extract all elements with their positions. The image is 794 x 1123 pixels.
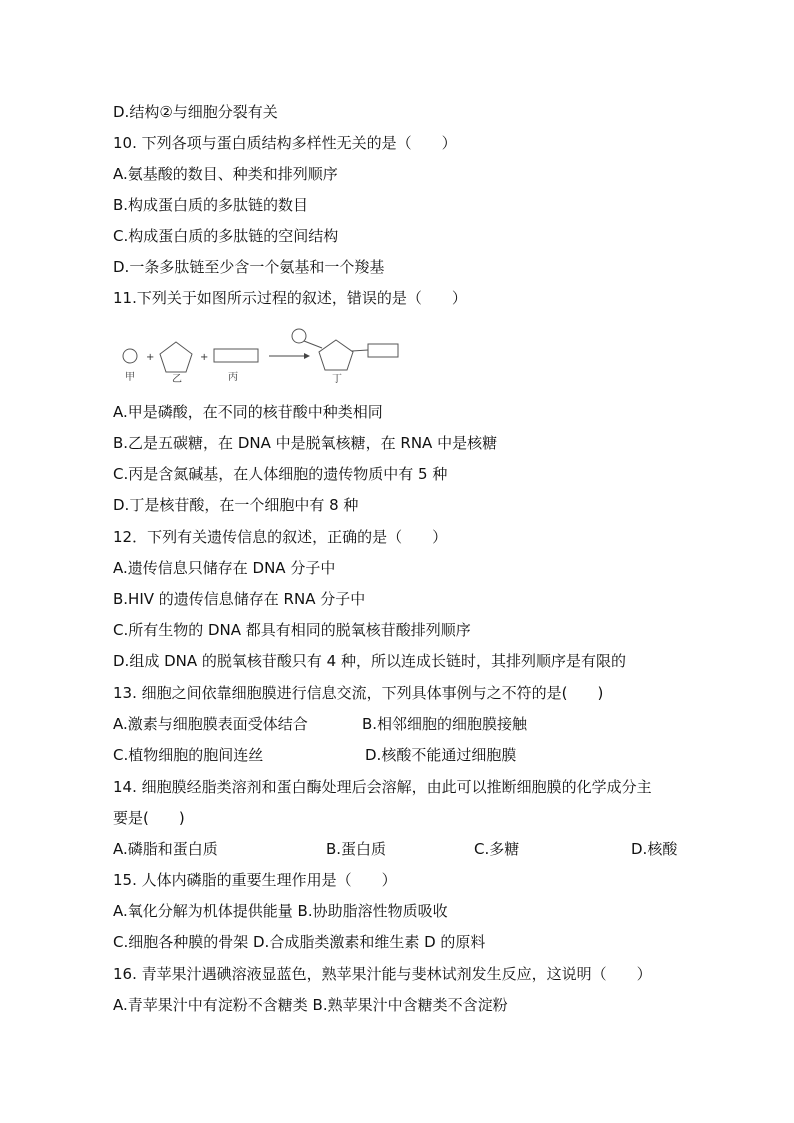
question-10-option-c: C.构成蛋白质的多肽链的空间结构 (113, 227, 339, 245)
product-phosphate-circle (292, 329, 306, 343)
label-yi: 乙 (172, 374, 182, 385)
question-14-option-b: B.蛋白质 (326, 840, 387, 858)
question-12-option-d: D.组成 DNA 的脱氧核苷酸只有 4 种，所以连成长链时，其排列顺序是有限的 (113, 652, 626, 670)
pentose-pentagon (160, 342, 192, 372)
label-ding: 丁 (332, 374, 342, 385)
question-13-option-c: C.植物细胞的胞间连丝 (113, 746, 264, 764)
question-14-option-a: A.磷脂和蛋白质 (113, 840, 218, 858)
question-14-stem-continued: 要是( ) (113, 809, 185, 827)
question-14-stem: 14. 细胞膜经脂类溶剂和蛋白酶处理后会溶解，由此可以推断细胞膜的化学成分主 (113, 778, 652, 796)
nucleotide-diagram (118, 324, 408, 386)
question-11-option-b: B.乙是五碳糖，在 DNA 中是脱氧核糖，在 RNA 中是核糖 (113, 434, 498, 452)
label-jia: 甲 (125, 372, 135, 383)
reaction-arrow-head (304, 353, 310, 359)
question-13-stem: 13. 细胞之间依靠细胞膜进行信息交流，下列具体事例与之不符的是( ) (113, 684, 604, 702)
question-11-option-d: D.丁是核苷酸，在一个细胞中有 8 种 (113, 496, 359, 514)
question-16-options-ab: A.青苹果汁中有淀粉不含糖类 B.熟苹果汁中含糖类不含淀粉 (113, 996, 508, 1014)
question-9-option-d: D.结构②与细胞分裂有关 (113, 103, 278, 121)
question-12-option-c: C.所有生物的 DNA 都具有相同的脱氧核苷酸排列顺序 (113, 621, 471, 639)
question-10-option-b: B.构成蛋白质的多肽链的数目 (113, 196, 309, 214)
question-10-option-a: A.氨基酸的数目、种类和排列顺序 (113, 165, 338, 183)
question-10-stem: 10. 下列各项与蛋白质结构多样性无关的是（ ） (113, 134, 457, 152)
base-rectangle (214, 349, 258, 362)
question-11-option-c: C.丙是含氮碱基，在人体细胞的遗传物质中有 5 种 (113, 465, 448, 483)
question-13-option-d: D.核酸不能通过细胞膜 (365, 746, 517, 764)
question-13-option-b: B.相邻细胞的细胞膜接触 (362, 715, 528, 733)
phosphate-circle (123, 349, 137, 363)
product-bond-1 (304, 341, 322, 348)
plus-sign-2: + (200, 352, 209, 363)
question-14-option-d: D.核酸 (631, 840, 678, 858)
plus-sign-1: + (146, 352, 155, 363)
product-base-rectangle (368, 344, 398, 357)
question-11-option-a: A.甲是磷酸，在不同的核苷酸中种类相同 (113, 403, 383, 421)
product-pentose-pentagon (319, 340, 353, 370)
question-11-stem: 11.下列关于如图所示过程的叙述，错误的是（ ） (113, 289, 467, 307)
question-12-option-a: A.遗传信息只储存在 DNA 分子中 (113, 559, 336, 577)
question-13-option-a: A.激素与细胞膜表面受体结合 (113, 715, 308, 733)
question-10-option-d: D.一条多肽链至少含一个氨基和一个羧基 (113, 258, 385, 276)
question-15-stem: 15. 人体内磷脂的重要生理作用是（ ） (113, 871, 397, 889)
question-15-options-cd: C.细胞各种膜的骨架 D.合成脂类激素和维生素 D 的原料 (113, 933, 486, 951)
question-14-option-c: C.多糖 (474, 840, 520, 858)
product-bond-2 (352, 350, 368, 351)
question-15-options-ab: A.氧化分解为机体提供能量 B.协助脂溶性物质吸收 (113, 902, 448, 920)
question-12-stem: 12．下列有关遗传信息的叙述，正确的是（ ） (113, 528, 448, 546)
question-12-option-b: B.HIV 的遗传信息储存在 RNA 分子中 (113, 590, 366, 608)
label-bing: 丙 (228, 372, 238, 383)
question-16-stem: 16. 青苹果汁遇碘溶液显蓝色，熟苹果汁能与斐林试剂发生反应，这说明（ ） (113, 965, 652, 983)
